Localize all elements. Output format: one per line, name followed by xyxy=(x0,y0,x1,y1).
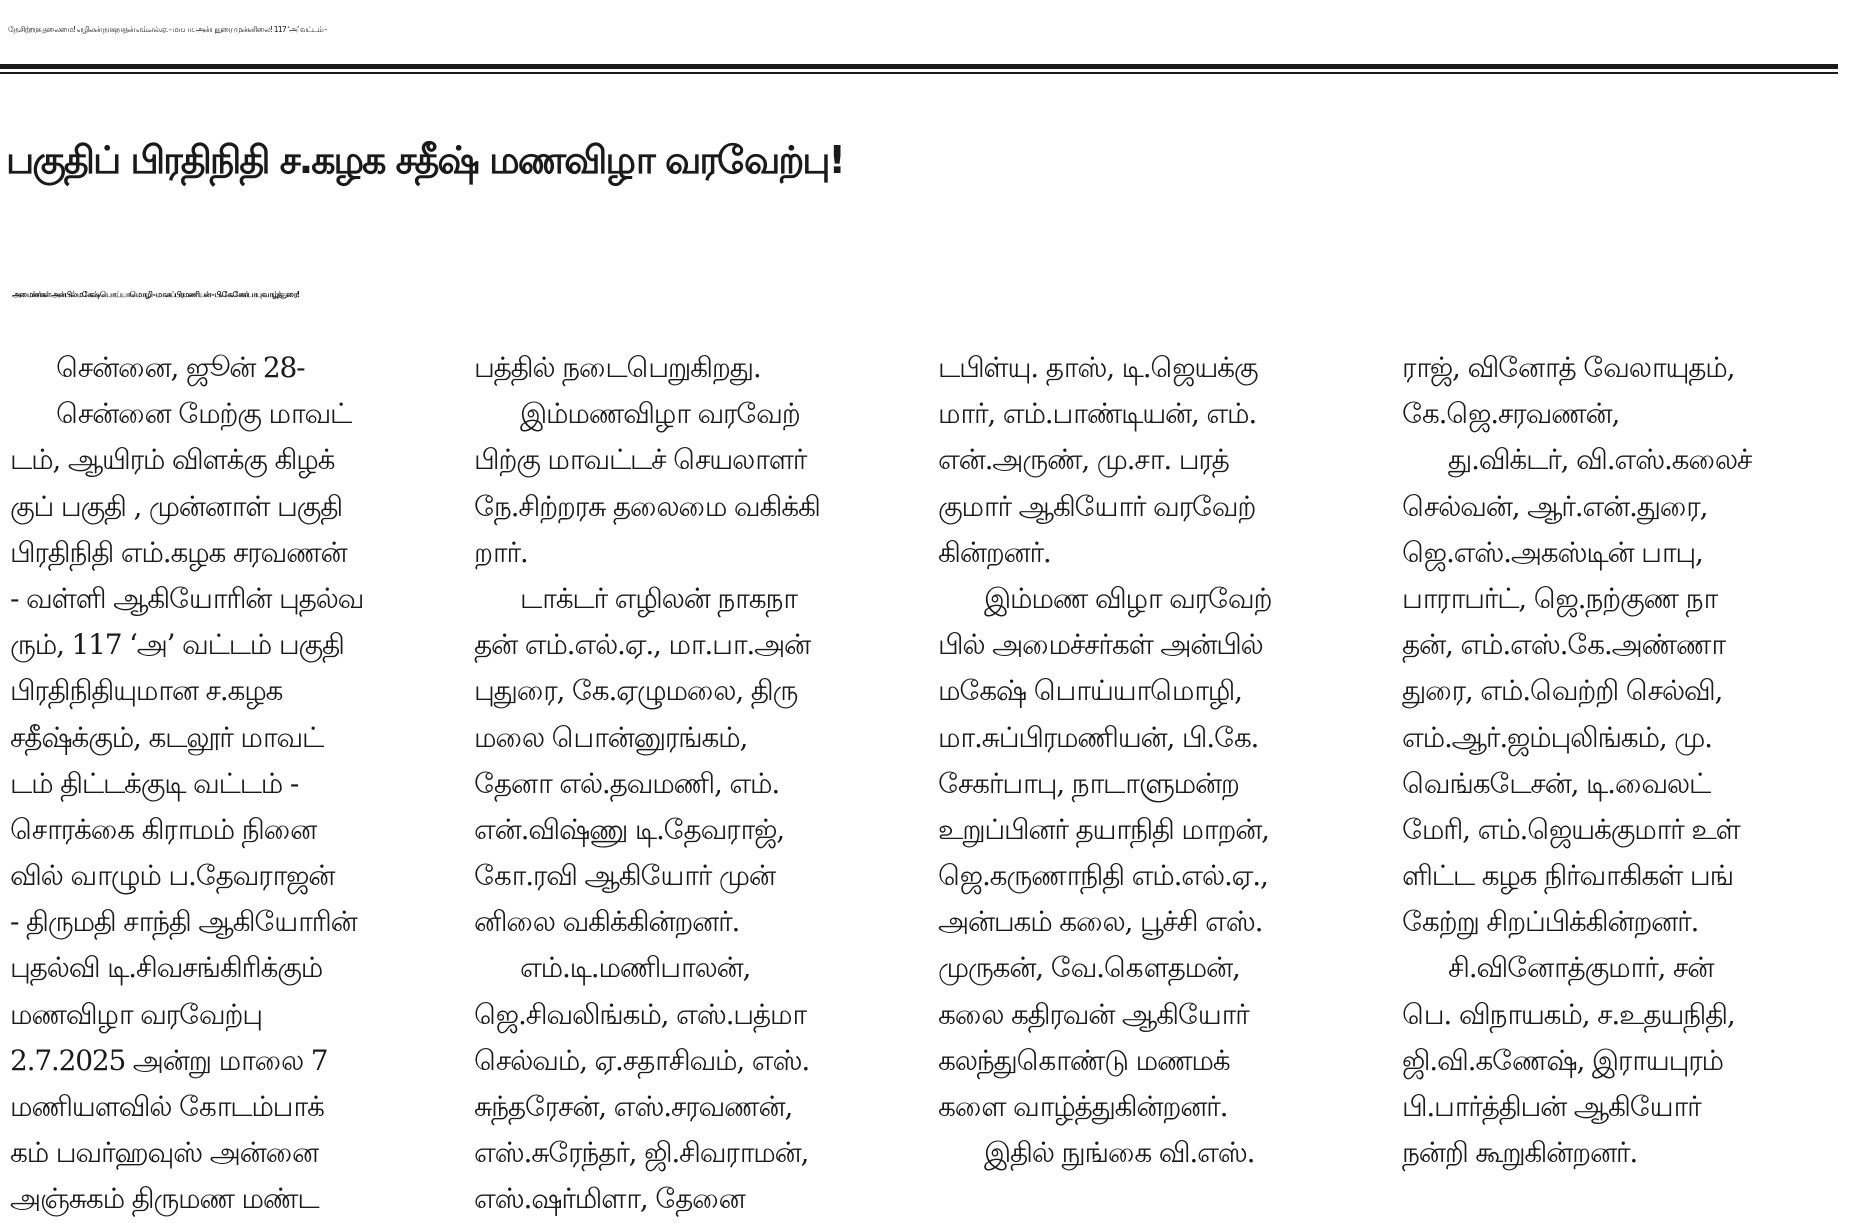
text-line: ளிட்ட கழக நிர்வாகிகள் பங் xyxy=(1402,859,1733,893)
text-line: மகேஷ் பொய்யாமொழி, xyxy=(938,674,1242,708)
divider-rule-thin xyxy=(0,72,1838,74)
text-line: களை வாழ்த்துகின்றனர். xyxy=(938,1090,1228,1123)
text-line: சொரக்கை கிராமம் நினை xyxy=(10,812,317,846)
text-line: மா.சுப்பிரமணியன், பி.கே. xyxy=(938,720,1259,754)
kicker-line: நே.சிற்றரசு தலைமை! எழிலன் நாகநாதன் எம்.எல்.ஏ. - மா.பா. அன்புதுரை முன்னிலை! 117 ‘அ’ வட்டம் - xyxy=(8,25,327,34)
text-line: அன்பகம் கலை, பூச்சி எஸ். xyxy=(938,905,1263,939)
text-line: பத்தில் நடைபெறுகிறது. xyxy=(474,351,761,384)
dateline: சென்னை, ஜூன் 28- xyxy=(56,351,305,384)
text-line: குமார் ஆகியோர் வரவேற் xyxy=(938,489,1256,523)
text-line: செல்வம், ஏ.சதாசிவம், எஸ். xyxy=(474,1043,810,1077)
text-line: தன், எம்.எஸ்.கே.அண்ணா xyxy=(1402,628,1725,662)
text-line: டாக்டர் எழிலன் நாகநா xyxy=(520,581,797,615)
article-column-4 xyxy=(1402,345,1834,1170)
text-line: ஜெ.எஸ்.அகஸ்டின் பாபு, xyxy=(1402,535,1703,569)
text-line: கேற்று சிறப்பிக்கின்றனர். xyxy=(1402,905,1699,939)
text-line: தன் எம்.எல்.ஏ., மா.பா.அன் xyxy=(474,628,810,662)
text-line: கின்றனர். xyxy=(938,535,1051,569)
text-line: துரை, எம்.வெற்றி செல்வி, xyxy=(1402,674,1723,708)
text-line: கோ.ரவி ஆகியோர் முன் xyxy=(474,859,775,893)
text-line: பில் அமைச்சர்கள் அன்பில் xyxy=(938,628,1263,662)
text-line: பிற்கு மாவட்டச் செயலாளர் xyxy=(474,443,807,477)
text-line: சதீஷ்க்கும், கடலூர் மாவட் xyxy=(10,720,324,754)
article-column-3 xyxy=(938,345,1374,1170)
text-line: எம்.ஆர்.ஜம்புலிங்கம், மு. xyxy=(1402,720,1712,754)
text-line: உறுப்பினர் தயாநிதி மாறன், xyxy=(938,812,1269,846)
text-line: பெ. விநாயகம், ச.உதயநிதி, xyxy=(1402,997,1735,1031)
text-line: மார், எம்.பாண்டியன், எம். xyxy=(938,397,1257,431)
text-line: என்.விஷ்ணு டி.தேவராஜ், xyxy=(474,812,784,846)
text-line: இதில் நுங்கை வி.எஸ். xyxy=(984,1136,1255,1170)
text-line: நே.சிற்றரசு தலைமை வகிக்கி xyxy=(474,489,820,523)
text-line: மலை பொன்னுரங்கம், xyxy=(474,720,748,754)
text-line: எஸ்.ஷர்மிளா, தேனை xyxy=(474,1182,745,1216)
text-line: புதல்வி டி.சிவசங்கிரிக்கும் xyxy=(10,951,323,985)
text-line: டம் திட்டக்குடி வட்டம் - xyxy=(10,766,299,800)
text-line: றார். xyxy=(474,535,528,569)
text-line: கலந்துகொண்டு மணமக் xyxy=(938,1043,1230,1077)
text-line: புதுரை, கே.ஏழுமலை, திரு xyxy=(474,674,798,708)
text-line: - வள்ளி ஆகியோரின் புதல்வ xyxy=(10,581,364,615)
text-line: - திருமதி சாந்தி ஆகியோரின் xyxy=(10,905,357,939)
text-line: கம் பவர்ஹவுஸ் அன்னை xyxy=(10,1136,319,1170)
text-line: மேரி, எம்.ஜெயக்குமார் உள் xyxy=(1402,812,1740,846)
text-line: செல்வன், ஆர்.என்.துரை, xyxy=(1402,489,1708,523)
text-line: பிரதிநிதியுமான ச.கழக xyxy=(10,674,283,708)
text-line: ஜெ.கருணாநிதி எம்.எல்.ஏ., xyxy=(938,859,1268,893)
text-line: மணவிழா வரவேற்பு xyxy=(10,997,262,1031)
text-line: ரும், 117 ‘அ’ வட்டம் பகுதி xyxy=(10,628,344,662)
divider-rule-thick xyxy=(0,64,1838,69)
text-line: தேனா எல்.தவமணி, எம். xyxy=(474,766,780,800)
text-line: ராஜ், வினோத் வேலாயுதம், xyxy=(1402,351,1735,384)
text-line: பிரதிநிதி எம்.கழக சரவணன் xyxy=(10,535,347,569)
text-line: கே.ஜெ.சரவணன், xyxy=(1402,397,1620,431)
text-line: னிலை வகிக்கின்றனர். xyxy=(474,905,740,939)
text-line: டபிள்யு. தாஸ், டி.ஜெயக்கு xyxy=(938,351,1258,384)
subheadline: அமைச்சர்கள் அன்பில் மகேஷ் பொய்யாமொழி - மா.சுப்பிரமணியன் - பி.கே.சேகர்பாபு வாழ்த்துரை! xyxy=(12,290,299,299)
text-line: 2.7.2025 அன்று மாலை 7 xyxy=(10,1043,328,1077)
text-line: வில் வாழும் ப.தேவராஜன் xyxy=(10,859,335,893)
text-line: சுந்தரேசன், எஸ்.சரவணன், xyxy=(474,1090,793,1123)
text-line: சென்னை மேற்கு மாவட் xyxy=(56,397,352,431)
text-line: கலை கதிரவன் ஆகியோர் xyxy=(938,997,1249,1031)
text-line: இம்மண விழா வரவேற் xyxy=(984,581,1272,615)
text-line: மணியளவில் கோடம்பாக் xyxy=(10,1090,324,1123)
text-line: முருகன், வே.கௌதமன், xyxy=(938,951,1240,985)
text-line: பாராபர்ட், ஜெ.நற்குண நா xyxy=(1402,581,1718,615)
article-column-2 xyxy=(474,345,910,1216)
text-line: டம், ஆயிரம் விளக்கு கிழக் xyxy=(10,443,335,477)
text-line: சி.வினோத்குமார், சன் xyxy=(1448,951,1714,985)
text-line: ஜி.வி.கணேஷ், இராயபுரம் xyxy=(1402,1043,1723,1077)
text-line: எம்.டி.மணிபாலன், xyxy=(520,951,751,985)
text-line: து.விக்டர், வி.எஸ்.கலைச் xyxy=(1448,443,1752,477)
article-column-1 xyxy=(10,345,446,1216)
text-line: சேகர்பாபு, நாடாளுமன்ற xyxy=(938,766,1239,800)
text-line: நன்றி கூறுகின்றனர். xyxy=(1402,1136,1638,1170)
text-line: வெங்கடேசன், டி.வைலட் xyxy=(1402,766,1711,800)
headline: பகுதிப் பிரதிநிதி ச.கழக சதீஷ் மணவிழா வரவேற்பு! xyxy=(6,138,844,182)
text-line: குப் பகுதி , முன்னாள் பகுதி xyxy=(10,489,342,523)
text-line: அஞ்சுகம் திருமண மண்ட xyxy=(10,1182,319,1216)
text-line: ஜெ.சிவலிங்கம், எஸ்.பத்மா xyxy=(474,997,806,1031)
text-line: பி.பார்த்திபன் ஆகியோர் xyxy=(1402,1090,1701,1123)
text-line: என்.அருண், மு.சா. பரத் xyxy=(938,443,1229,477)
text-line: இம்மணவிழா வரவேற் xyxy=(520,397,800,431)
text-line: எஸ்.சுரேந்தர், ஜி.சிவராமன், xyxy=(474,1136,809,1170)
